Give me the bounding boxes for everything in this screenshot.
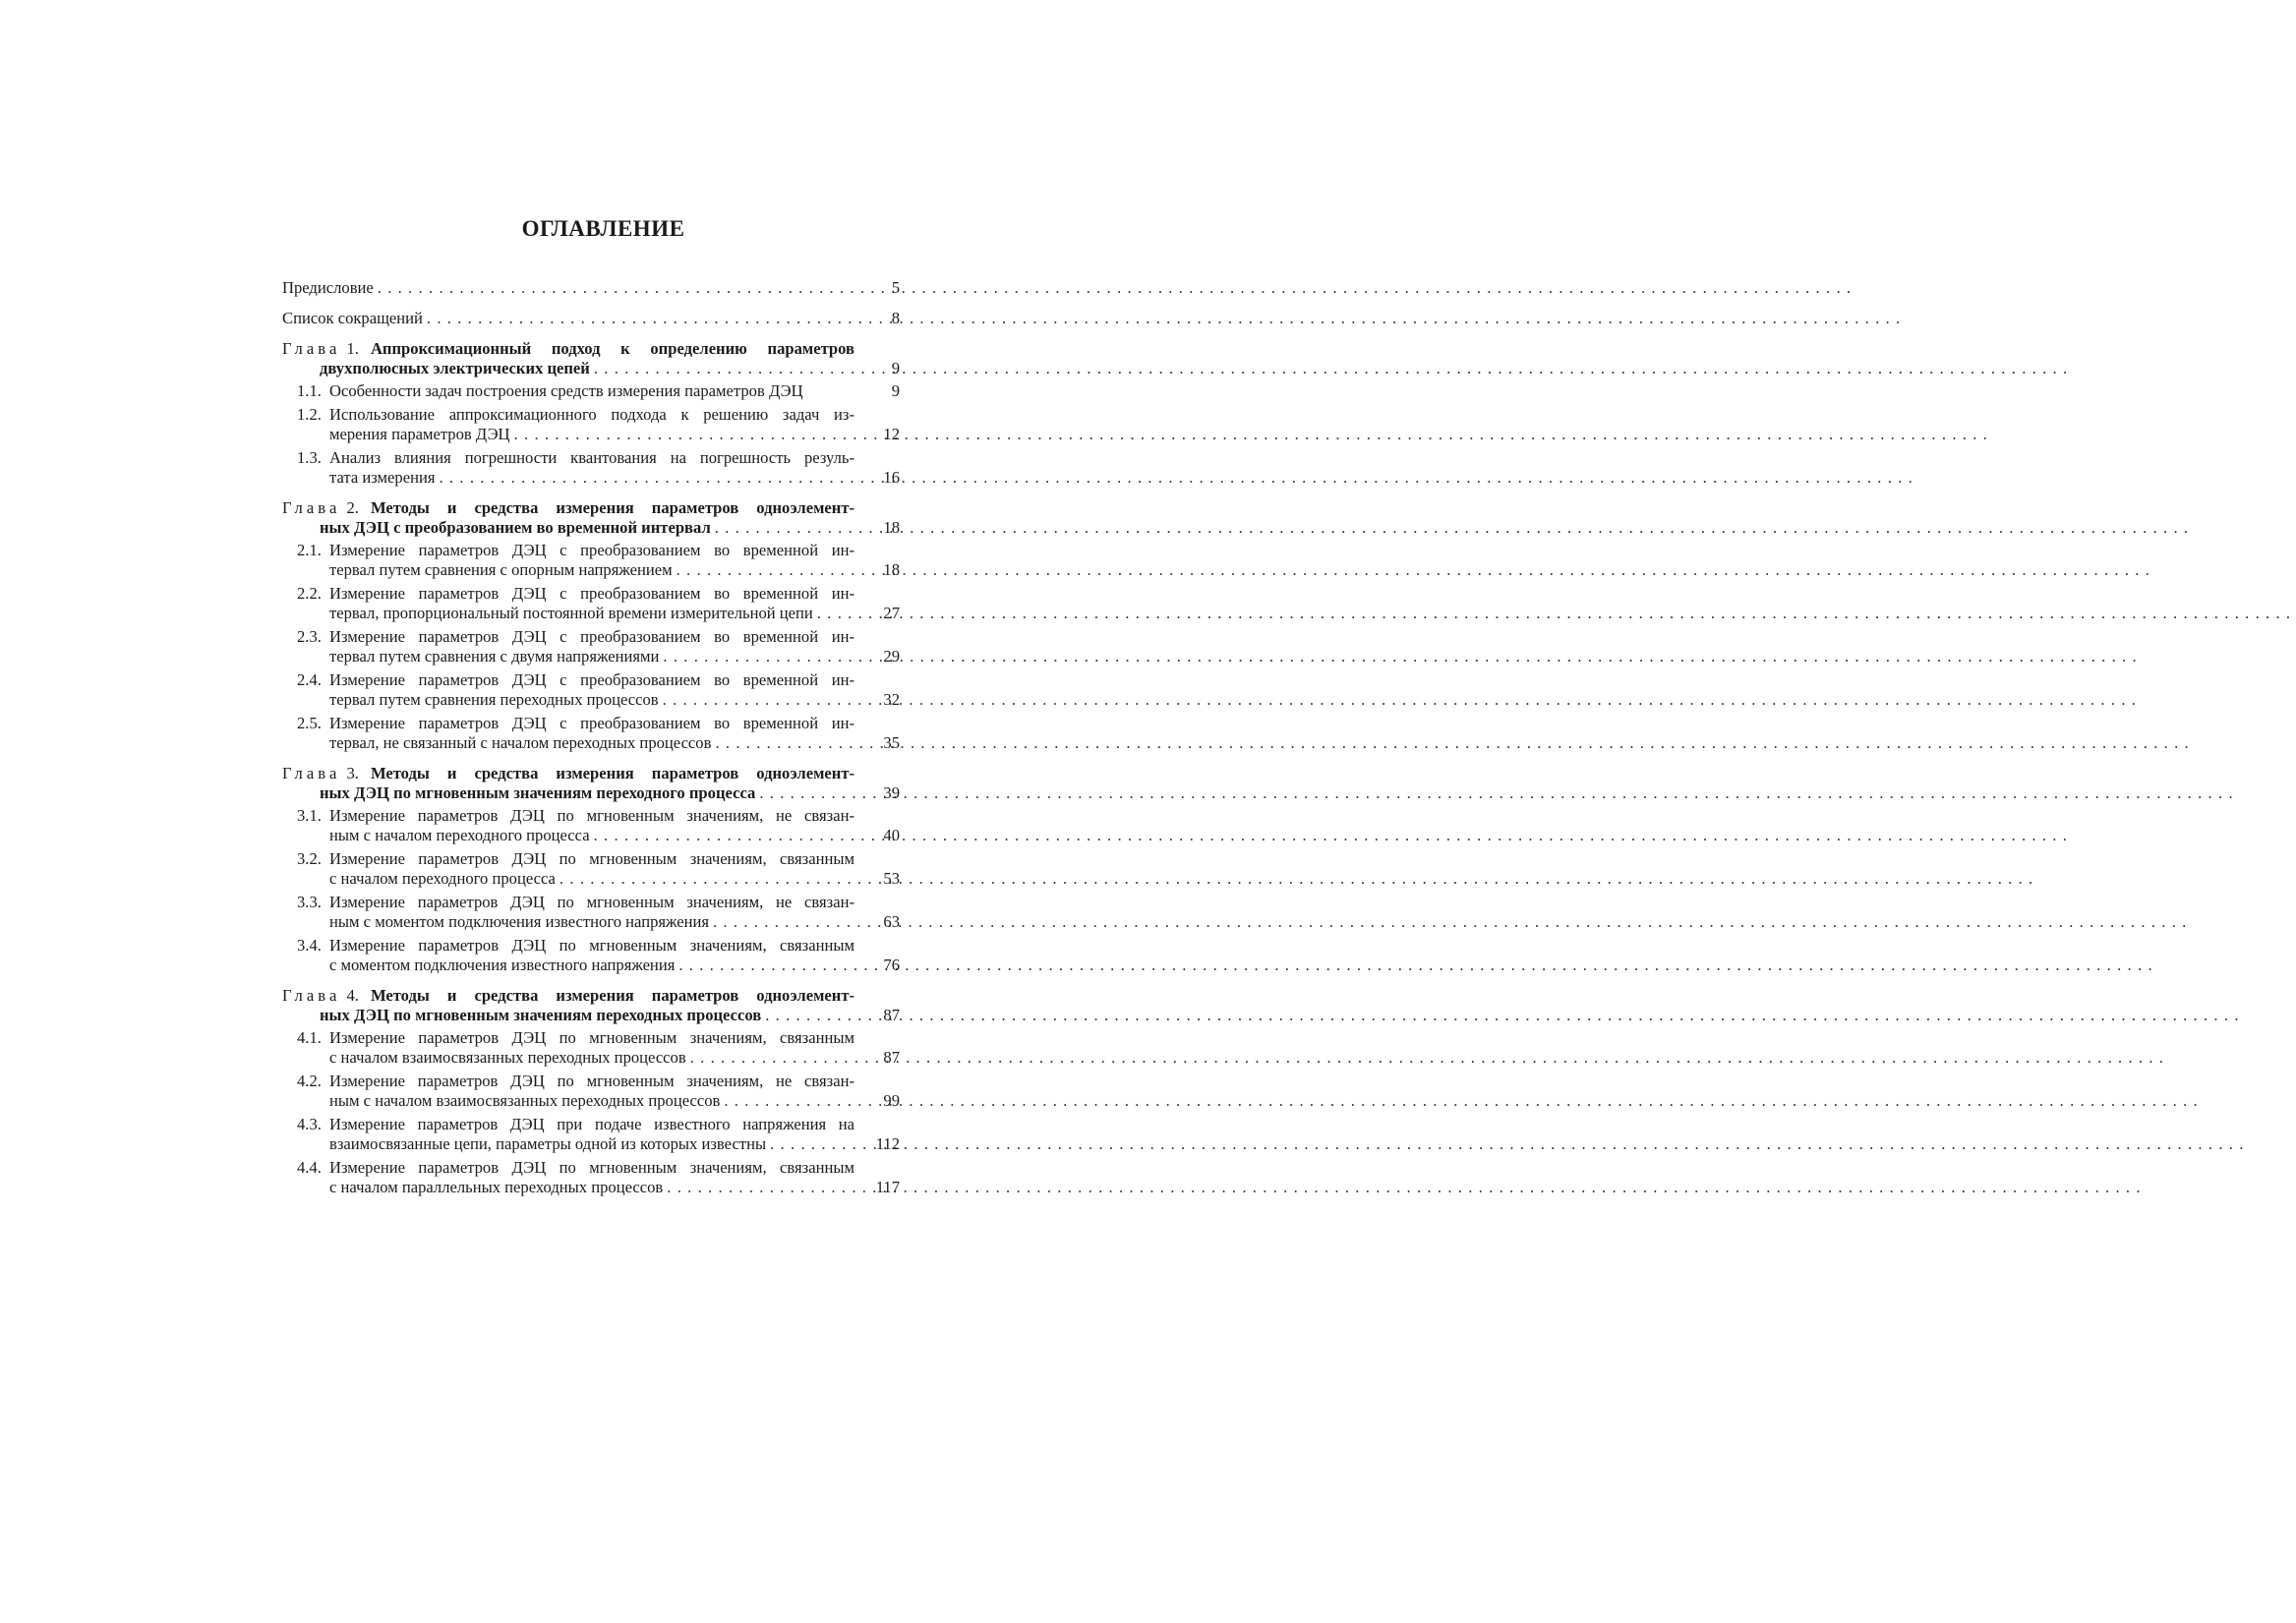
toc-section-3-4[interactable] [282, 936, 900, 975]
section-number: 2.4. [297, 670, 322, 689]
section-number: 1.3. [297, 448, 322, 467]
toc-entry-title: Предисловие [282, 278, 374, 297]
leader-dots [590, 359, 854, 378]
section-number: 3.2. [297, 849, 322, 868]
section-title-line: ным с началом взаимосвязанных переходных процессов [329, 1091, 721, 1110]
leader-dots [435, 468, 854, 488]
leader-dots [755, 783, 854, 803]
chapter-title-line2: ных ДЭЦ по мгновенным значениям переходных процессов [320, 1006, 762, 1024]
toc-page-number: 40 [883, 826, 900, 844]
chapter-title-line1: Методы и средства измерения параметров одноэлемент- [370, 764, 854, 783]
toc-page-number: 5 [891, 278, 900, 297]
section-title-line: ным с началом переходного процесса [329, 826, 590, 844]
toc-chapter-3[interactable] [282, 764, 900, 803]
section-title-line: Измерение параметров ДЭЦ с преобразованием во временной ин- [329, 714, 854, 732]
chapter-title-line2: ных ДЭЦ с преобразованием во временной интервал [320, 518, 711, 537]
leader-dots [423, 309, 854, 328]
chapter-title-line2: двухполюсных электрических цепей [320, 359, 590, 377]
toc-page-number: 9 [891, 359, 900, 377]
leader-dots [813, 604, 854, 623]
chapter-label: Глава [282, 764, 341, 783]
leader-dots [556, 869, 854, 889]
toc-section-3-2[interactable] [282, 849, 900, 889]
section-number: 2.2. [297, 584, 322, 603]
toc-page-number: 99 [883, 1091, 900, 1110]
leader-dots [711, 518, 854, 538]
section-title-line: взаимосвязанные цепи, параметры одной из которых известны [329, 1134, 767, 1153]
toc-page-number: 27 [883, 604, 900, 622]
section-title-line: тервал путем сравнения с опорным напряжением [329, 560, 673, 579]
leader-dots [510, 425, 854, 444]
section-title-line: тервал путем сравнения переходных процессов [329, 690, 659, 709]
leader-dots [766, 1134, 854, 1154]
toc-section-4-2[interactable] [282, 1072, 900, 1111]
toc-page-number: 87 [883, 1048, 900, 1067]
toc-page-number: 35 [883, 733, 900, 752]
toc-page-number: 87 [883, 1006, 900, 1024]
section-title-line: Измерение параметров ДЭЦ по мгновенным значениям, связанным [329, 1158, 854, 1177]
toc-page-number: 18 [883, 560, 900, 579]
section-title-line: Измерение параметров ДЭЦ по мгновенным значениям, связанным [329, 1028, 854, 1047]
section-title-line: Измерение параметров ДЭЦ с преобразованием во временной ин- [329, 670, 854, 689]
leader-dots [675, 956, 854, 975]
section-title-line: с моментом подключения известного напряжения [329, 956, 676, 974]
toc-section-4-1[interactable] [282, 1028, 900, 1068]
toc-section-2-1[interactable] [282, 541, 900, 580]
toc-page-number: 32 [883, 690, 900, 709]
toc-page-number: 12 [883, 425, 900, 443]
chapter-title-line2: ных ДЭЦ по мгновенным значениям переходного процесса [320, 783, 756, 802]
section-title-line: Измерение параметров ДЭЦ при подаче известного напряжения на [329, 1115, 854, 1133]
section-title-line: с началом переходного процесса [329, 869, 556, 888]
toc-entry-title: Список сокращений [282, 309, 423, 327]
section-number: 4.3. [297, 1115, 322, 1133]
leader-dots [686, 1048, 854, 1068]
toc-page-number: 39 [883, 783, 900, 802]
leader-dots [374, 278, 854, 298]
section-number: 2.1. [297, 541, 322, 559]
toc-page-number: 9 [891, 381, 900, 400]
toc-page-number: 8 [891, 309, 900, 327]
leader-dots [761, 1006, 854, 1025]
toc-chapter-1[interactable] [282, 339, 900, 378]
leader-dots [711, 733, 854, 753]
toc-entry-abbreviations[interactable] [282, 309, 900, 328]
chapters-list [282, 339, 900, 1197]
section-number: 3.3. [297, 893, 322, 911]
chapter-label: Глава [282, 339, 341, 358]
toc-section-3-1[interactable] [282, 806, 900, 845]
toc-section-1-3[interactable] [282, 448, 900, 488]
toc-page-number: 117 [875, 1178, 900, 1196]
section-title-line: Особенности задач построения средств измерения параметров ДЭЦ [329, 381, 803, 400]
toc-section-2-3[interactable] [282, 627, 900, 667]
section-number: 4.1. [297, 1028, 322, 1047]
toc-page-number: 53 [883, 869, 900, 888]
section-title-line: Измерение параметров ДЭЦ по мгновенным значениям, не связан- [329, 1072, 854, 1090]
toc-page-number: 29 [883, 647, 900, 666]
section-title-line: Использование аппроксимационного подхода к решению задач из- [329, 405, 854, 424]
leader-dots [673, 560, 854, 580]
chapter-number: 3. [346, 764, 359, 783]
section-title-line: с началом параллельных переходных процессов [329, 1178, 664, 1196]
chapter-number: 2. [346, 498, 359, 517]
toc-page-number: 76 [883, 956, 900, 974]
chapter-number: 4. [346, 986, 359, 1005]
section-number: 3.4. [297, 936, 322, 955]
section-number: 1.1. [297, 381, 322, 400]
section-title-line: Измерение параметров ДЭЦ с преобразованием во временной ин- [329, 584, 854, 603]
section-title-line: тата измерения [329, 468, 436, 487]
section-title-line: Измерение параметров ДЭЦ по мгновенным значениям, не связан- [329, 806, 854, 825]
section-number: 2.3. [297, 627, 322, 646]
section-title-line: Анализ влияния погрешности квантования на погрешность резуль- [329, 448, 854, 467]
toc-chapter-2[interactable] [282, 498, 900, 538]
section-title-line: Измерение параметров ДЭЦ с преобразованием во временной ин- [329, 627, 854, 646]
section-title-line: Измерение параметров ДЭЦ по мгновенным значениям, связанным [329, 936, 854, 955]
toc-section-1-1[interactable] [282, 381, 900, 401]
section-title-line: ным с моментом подключения известного напряжения [329, 912, 710, 931]
toc-section-4-4[interactable] [282, 1158, 900, 1197]
section-number: 4.2. [297, 1072, 322, 1090]
leader-dots [709, 912, 854, 932]
toc-section-1-2[interactable] [282, 405, 900, 444]
toc-page-number: 16 [883, 468, 900, 487]
toc-section-2-2[interactable] [282, 584, 900, 623]
section-number: 2.5. [297, 714, 322, 732]
chapter-label: Глава [282, 498, 341, 517]
toc-page-number: 112 [875, 1134, 900, 1153]
toc-chapter-4[interactable] [282, 986, 900, 1025]
section-title-line: Измерение параметров ДЭЦ по мгновенным значениям, не связан- [329, 893, 854, 911]
section-title-line: с началом взаимосвязанных переходных процессов [329, 1048, 686, 1067]
toc-section-2-4[interactable] [282, 670, 900, 710]
section-number: 3.1. [297, 806, 322, 825]
chapter-title-line1: Методы и средства измерения параметров одноэлемент- [370, 986, 854, 1005]
leader-dots [590, 826, 854, 845]
leader-dots [659, 690, 854, 710]
table-of-contents [282, 278, 900, 1201]
chapter-title-line1: Методы и средства измерения параметров одноэлемент- [370, 498, 854, 517]
section-title-line: тервал, пропорциональный постоянной времени измерительной цепи [329, 604, 813, 622]
toc-page-number: 63 [883, 912, 900, 931]
section-title-line: мерения параметров ДЭЦ [329, 425, 510, 443]
leader-dots [720, 1091, 854, 1111]
page-title: ОГЛАВЛЕНИЕ [521, 216, 685, 241]
toc-section-3-3[interactable] [282, 893, 900, 932]
section-number: 4.4. [297, 1158, 322, 1177]
chapter-label: Глава [282, 986, 341, 1005]
section-number: 1.2. [297, 405, 322, 424]
section-title-line: тервал путем сравнения с двумя напряжениями [329, 647, 660, 666]
chapter-number: 1. [346, 339, 359, 358]
section-title-line: Измерение параметров ДЭЦ с преобразованием во временной ин- [329, 541, 854, 559]
chapter-title-line1: Аппроксимационный подход к определению параметров [370, 339, 854, 358]
section-title-line: тервал, не связанный с началом переходных процессов [329, 733, 712, 752]
toc-entry-preface[interactable] [282, 278, 900, 298]
toc-page-number: 18 [883, 518, 900, 537]
leader-dots [663, 1178, 854, 1197]
toc-section-4-3[interactable] [282, 1115, 900, 1154]
toc-section-2-5[interactable] [282, 714, 900, 753]
leader-dots [659, 647, 854, 667]
section-title-line: Измерение параметров ДЭЦ по мгновенным значениям, связанным [329, 849, 854, 868]
